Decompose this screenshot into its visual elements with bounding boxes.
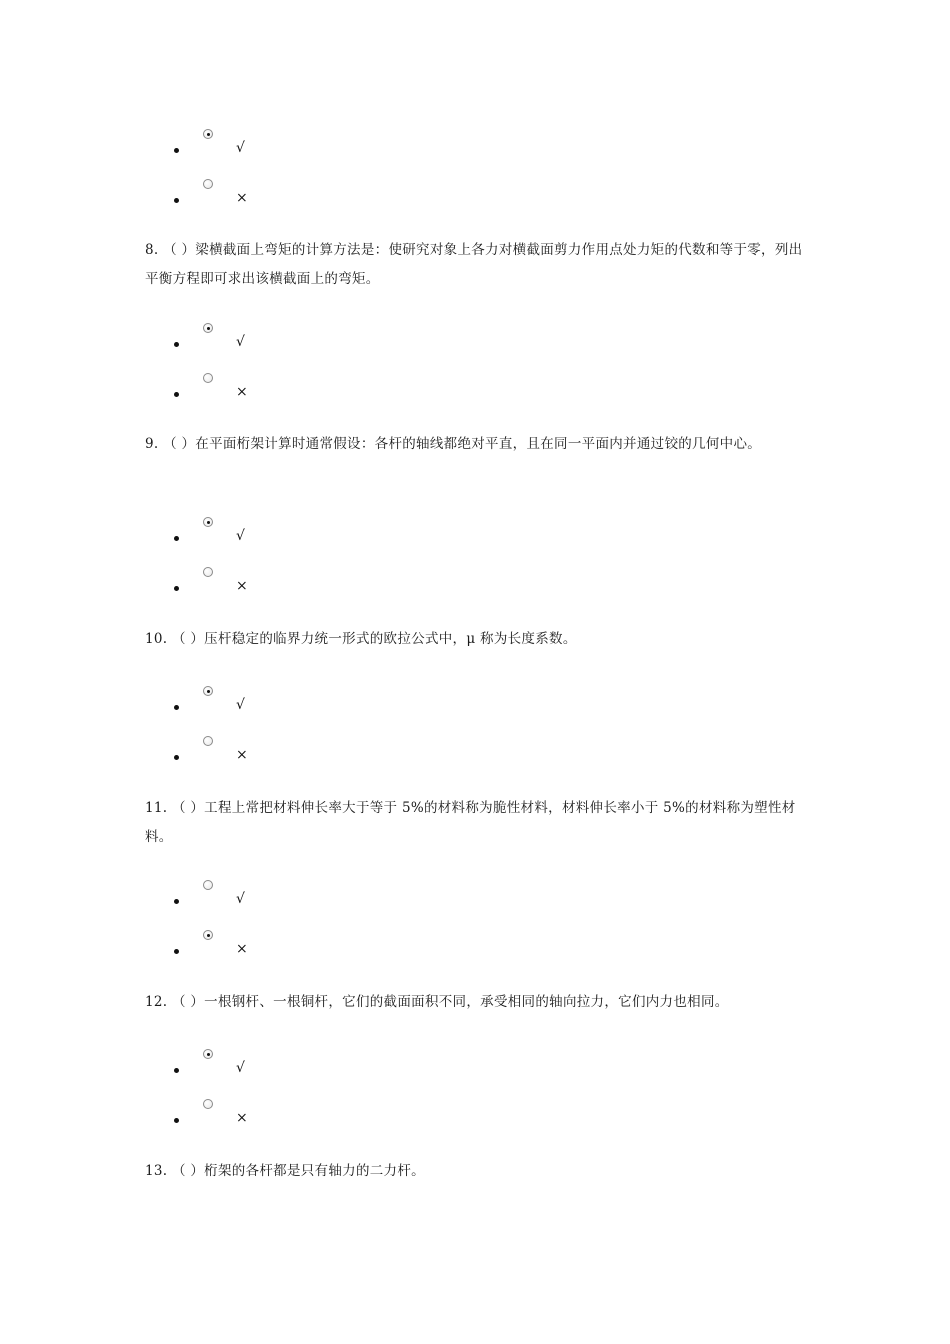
question-text-8: 8. （ ）梁横截面上弯矩的计算方法是：使研究对象上各力对横截面剪力作用点处力矩的代数和等于零，列出平衡方程即可求出该横截面上的弯矩。: [145, 242, 803, 287]
radio-button-true[interactable]: [203, 129, 213, 139]
question-text-13: 13. （ ）桁架的各杆都是只有轴力的二力杆。: [145, 1163, 425, 1179]
radio-button-true[interactable]: [203, 686, 213, 696]
radio-button-false[interactable]: [203, 930, 213, 940]
list-bullet: [174, 899, 179, 904]
radio-button-true[interactable]: [203, 1049, 213, 1059]
radio-button-false[interactable]: [203, 179, 213, 189]
radio-button-true[interactable]: [203, 880, 213, 890]
list-bullet: [174, 342, 179, 347]
false-label: ×: [236, 578, 248, 594]
radio-button-false[interactable]: [203, 567, 213, 577]
false-label: ×: [236, 1110, 248, 1126]
list-bullet: [174, 586, 179, 591]
radio-button-true[interactable]: [203, 323, 213, 333]
true-label: √: [236, 891, 245, 907]
list-bullet: [174, 1118, 179, 1123]
list-bullet: [174, 1068, 179, 1073]
list-bullet: [174, 949, 179, 954]
list-bullet: [174, 148, 179, 153]
list-bullet: [174, 392, 179, 397]
false-label: ×: [236, 384, 248, 400]
true-label: √: [236, 140, 245, 156]
list-bullet: [174, 198, 179, 203]
true-label: √: [236, 334, 245, 350]
radio-button-true[interactable]: [203, 517, 213, 527]
true-label: √: [236, 697, 245, 713]
list-bullet: [174, 536, 179, 541]
false-label: ×: [236, 941, 248, 957]
radio-button-false[interactable]: [203, 736, 213, 746]
question-text-9: 9. （ ）在平面桁架计算时通常假设：各杆的轴线都绝对平直，且在同一平面内并通过铰的几何中心。: [145, 436, 762, 452]
list-bullet: [174, 705, 179, 710]
list-bullet: [174, 755, 179, 760]
false-label: ×: [236, 190, 248, 206]
question-text-12: 12. （ ）一根钢杆、一根铜杆，它们的截面面积不同，承受相同的轴向拉力，它们内力也相同。: [145, 994, 729, 1010]
question-text-10: 10. （ ）压杆稳定的临界力统一形式的欧拉公式中，μ 称为长度系数。: [145, 631, 577, 647]
radio-button-false[interactable]: [203, 373, 213, 383]
question-text-11: 11. （ ）工程上常把材料伸长率大于等于 5%的材料称为脆性材料，材料伸长率小于 5%的材料称为塑性材料。: [145, 800, 796, 845]
true-label: √: [236, 528, 245, 544]
true-label: √: [236, 1060, 245, 1076]
radio-button-false[interactable]: [203, 1099, 213, 1109]
false-label: ×: [236, 747, 248, 763]
